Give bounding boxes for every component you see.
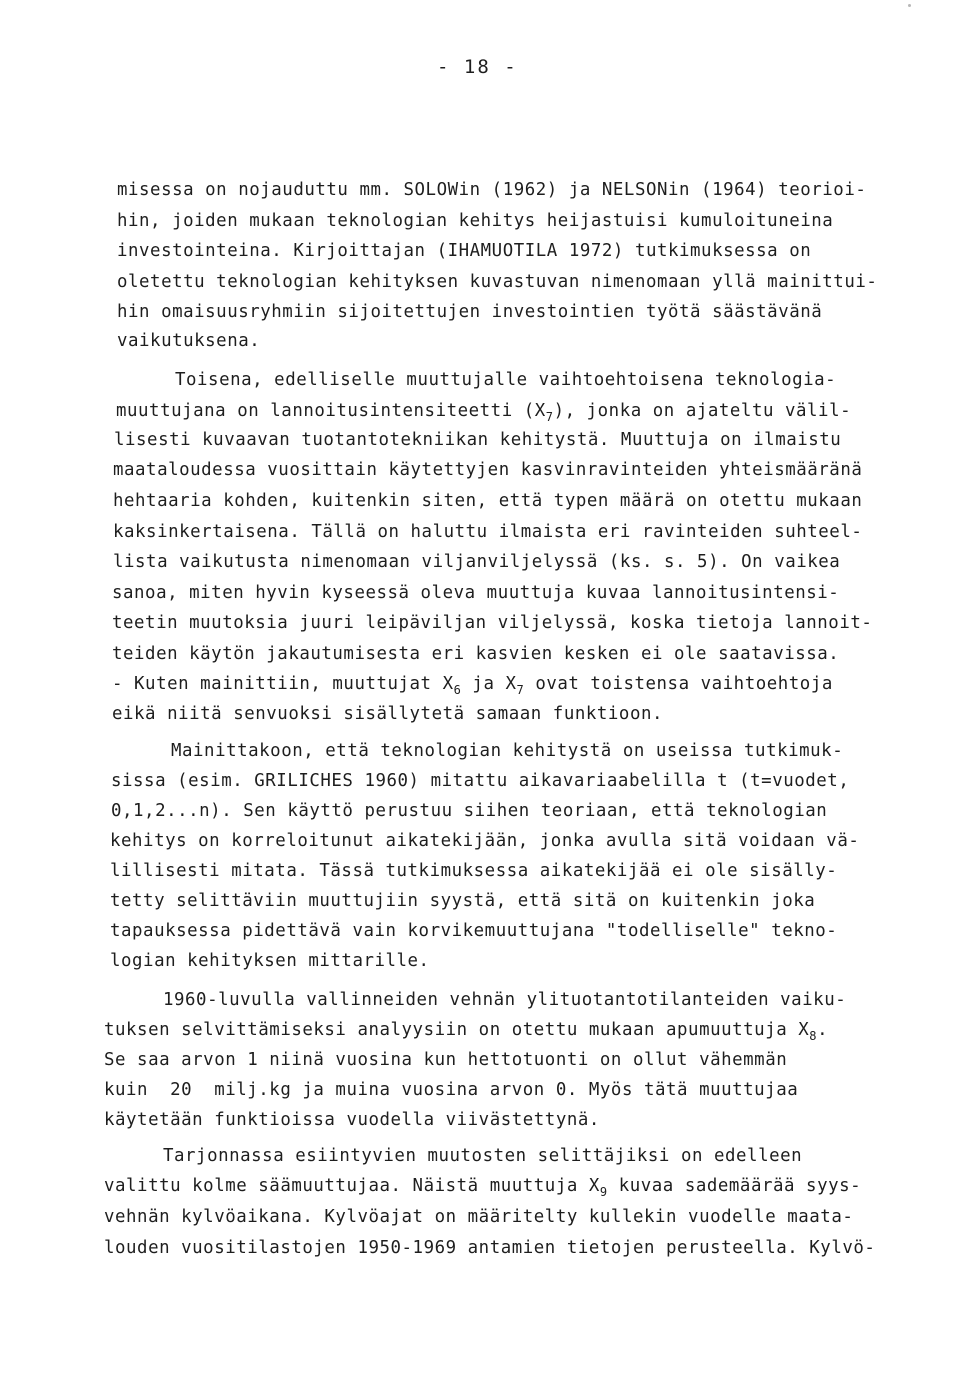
text-line: investointeina. Kirjoittajan (IHAMUOTILA 1972) tutkimuksessa on <box>117 241 812 261</box>
text-line <box>112 674 833 697</box>
text-line: kaksinkertaisena. Tällä on haluttu ilmaista eri ravinteiden suhteel- <box>113 522 863 542</box>
text-line: Se saa arvon 1 niinä vuosina kun hettotuonti on ollut vähemmän <box>104 1050 788 1070</box>
text-line: teiden käytön jakautumisesta eri kasvien kesken ei ole saatavissa. <box>112 644 840 664</box>
text-segment: - Kuten mainittiin, muuttujat X <box>112 674 454 694</box>
scan-speck <box>908 4 911 7</box>
text-segment: . <box>817 1020 829 1040</box>
text-line: Toisena, edelliselle muuttujalle vaihtoehtoisena teknologia- <box>175 370 837 390</box>
text-line: vaikutuksena. <box>117 331 261 351</box>
page-number: - 18 - <box>437 56 518 78</box>
text-line: teetin muutoksia juuri leipäviljan viljelyssä, koska tietoja lannoit- <box>112 613 873 633</box>
subscript: 6 <box>453 683 462 697</box>
text-line: hin, joiden mukaan teknologian kehitys heijastuisi kumuloituneina <box>117 211 834 231</box>
text-line: sanoa, miten hyvin kyseessä oleva muuttuja kuvaa lannoitusintensi- <box>112 583 840 603</box>
text-line: eikä niitä senvuoksi sisällytetä samaan funktioon. <box>112 704 664 724</box>
text-line <box>104 1020 829 1043</box>
text-line: käytetään funktioissa vuodella viivästettynä. <box>104 1110 600 1130</box>
subscript: 8 <box>809 1029 818 1043</box>
text-line: logian kehityksen mittarille. <box>110 951 430 971</box>
text-line: hin omaisuusryhmiin sijoitettujen investointien työtä säästävänä <box>117 302 823 322</box>
text-line: misessa on nojauduttu mm. SOLOWin (1962) ja NELSONin (1964) teorioi- <box>117 180 867 200</box>
text-line: Mainittakoon, että teknologian kehitystä on useissa tutkimuk- <box>171 741 844 761</box>
text-segment: ), jonka on ajateltu välil- <box>553 401 852 421</box>
text-line <box>104 1176 862 1199</box>
text-segment: valittu kolme säämuuttujaa. Näistä muuttuja X <box>104 1176 600 1196</box>
text-line: lillisesti mitata. Tässä tutkimuksessa aikatekijää ei ole sisälly- <box>110 861 838 881</box>
subscript: 7 <box>545 410 554 424</box>
text-line: vehnän kylvöaikana. Kylvöajat on määritelty kullekin vuodelle maata- <box>104 1207 854 1227</box>
text-line <box>116 401 852 424</box>
text-line: 0,1,2...n). Sen käyttö perustuu siihen teoriaan, että teknologian <box>111 801 828 821</box>
text-line: kuin 20 milj.kg ja muina vuosina arvon 0. Myös tätä muuttujaa <box>104 1080 799 1100</box>
text-line: maataloudessa vuosittain käytettyjen kasvinravinteiden yhteismääränä <box>113 460 863 480</box>
text-line: kehitys on korreloitunut aikatekijään, jonka avulla sitä voidaan vä- <box>110 831 860 851</box>
text-line: louden vuositilastojen 1950-1969 antamien tietojen perusteella. Kylvö- <box>104 1238 876 1258</box>
text-segment: tuksen selvittämiseksi analyysiin on otettu mukaan apumuuttuja X <box>104 1020 810 1040</box>
text-line: 1960-luvulla vallinneiden vehnän ylituotantotilanteiden vaiku- <box>163 990 847 1010</box>
subscript: 7 <box>516 683 525 697</box>
text-segment: kuvaa sademäärää syys- <box>607 1176 862 1196</box>
text-line: tapauksessa pidettävä vain korvikemuuttujana "todelliselle" tekno- <box>110 921 838 941</box>
text-line: hehtaaria kohden, kuitenkin siten, että typen määrä on otettu mukaan <box>113 491 863 511</box>
text-line: oletettu teknologian kehityksen kuvastuvan nimenomaan yllä mainittui- <box>117 272 878 292</box>
text-segment: ovat toistensa vaihtoehtoja <box>524 674 833 694</box>
text-line: sissa (esim. GRILICHES 1960) mitattu aikavariaabelilla t (t=vuodet, <box>111 771 850 791</box>
text-line: lista vaikutusta nimenomaan viljanviljelyssä (ks. s. 5). On vaikea <box>113 552 841 572</box>
text-line: Tarjonnassa esiintyvien muutosten selittäjiksi on edelleen <box>163 1146 803 1166</box>
text-segment: ja X <box>461 674 517 694</box>
text-line: lisesti kuvaavan tuotantotekniikan kehitystä. Muuttuja on ilmaistu <box>114 430 842 450</box>
subscript: 9 <box>599 1185 608 1199</box>
text-segment: muuttujana on lannoitusintensiteetti (X <box>116 401 546 421</box>
text-line: tetty selittäviin muuttujiin syystä, että sitä on kuitenkin joka <box>110 891 816 911</box>
